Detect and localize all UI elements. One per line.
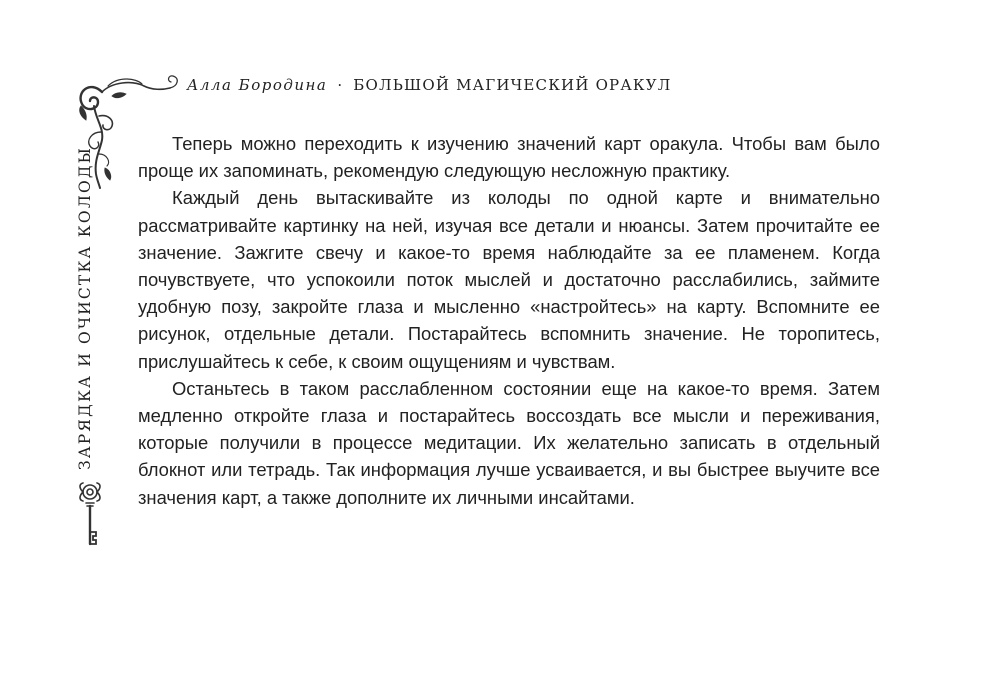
chapter-title-vertical: ЗАРЯДКА И ОЧИСТКА КОЛОДЫ [76, 145, 94, 470]
running-header [187, 76, 671, 94]
header-separator: · [337, 76, 344, 94]
paragraph-1: Теперь можно переходить к изучению значений карт оракула. Чтобы вам было проще их запоминать, рекомендую следующую несложную практику. [138, 133, 880, 182]
key-icon [76, 480, 104, 550]
paragraph-3: Останьтесь в таком расслабленном состоянии еще на какое-то время. Затем медленно откройте глаза и постарайтесь воссоздать все мысли и переживания, которые получили в процессе медитации. Их желательно записать в отдельный блокнот или тетрадь. Так информация лучше усваивается, и вы быстрее выучите все значения карт, а также дополните их личными инсайтами. [138, 377, 880, 508]
author-name: Алла Бородина [187, 76, 328, 94]
book-title: БОЛЬШОЙ МАГИЧЕСКИЙ ОРАКУЛ [353, 76, 672, 94]
body-text [138, 130, 880, 511]
paragraph-2: Каждый день вытаскивайте из колоды по одной карте и внимательно рассматривайте картинку на ней, изучая все детали и нюансы. Затем прочитайте ее значение. Зажгите свечу и какое-то время наблюдайте за ее пламенем. Когда почувствуете, что успокоили поток мыслей и достаточно расслабились, займите удобную позу, закройте глаза и мысленно «настройтесь» на карту. Вспомните ее рисунок, отдельные детали. Постарайтесь вспомнить значение. Не торопитесь, прислушайтесь к себе, к своим ощущениям и чувствам. [138, 187, 880, 372]
